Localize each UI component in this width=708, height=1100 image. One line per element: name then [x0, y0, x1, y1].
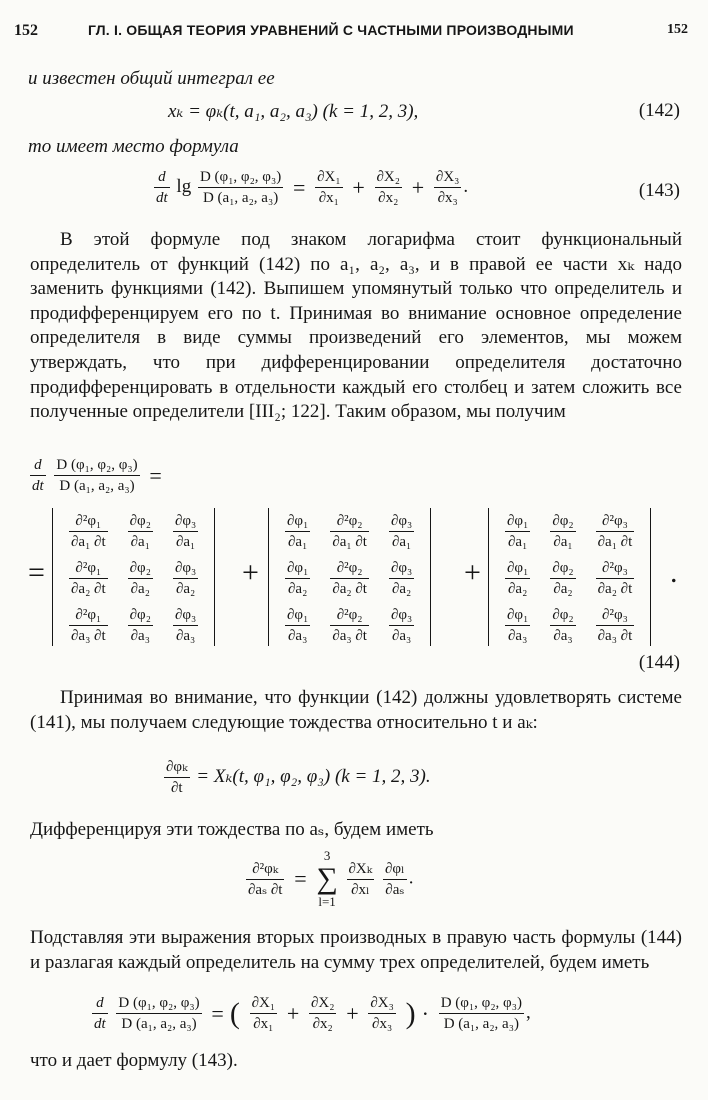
determinant-cell: $\frac{\text{∂φ₂}}{\text{∂a₃}}$ [552, 607, 574, 644]
determinant-cell: $\frac{\text{∂φ₁}}{\text{∂a₁}}$ [507, 513, 529, 550]
determinant-cell: $\frac{\text{∂²φ₂}}{\text{∂a₃ ∂t}}$ [332, 607, 367, 644]
running-title: ГЛ. I. ОБЩАЯ ТЕОРИЯ УРАВНЕНИЙ С ЧАСТНЫМИ ПРОИЗВОДНЫМИ [88, 22, 574, 38]
determinant-cell: $\frac{\text{∂φ₃}}{\text{∂a₂}}$ [174, 560, 197, 597]
intro-line: и известен общий интеграл ее [28, 68, 275, 89]
formula-intro: то имеет место формула [28, 136, 239, 157]
determinant-cell: $\frac{\text{∂φ₁}}{\text{∂a₃}}$ [507, 607, 529, 644]
equation-number-142: (142) [638, 100, 680, 121]
determinant-cell: $\frac{\text{∂²φ₃}}{\text{∂a₂ ∂t}}$ [597, 560, 633, 597]
determinant-cell: $\frac{\text{∂φ₁}}{\text{∂a₂}}$ [287, 560, 309, 597]
page-number: 152 [14, 22, 38, 39]
determinant-cell: $\frac{\text{∂²φ₂}}{\text{∂a₁ ∂t}}$ [332, 513, 367, 550]
equation-number-143: (143) [638, 180, 680, 201]
identity-equation: $\frac{\text{∂φₖ}}{\partial t}$ = Xₖ(t, φ₁, φ₂, φ₃) (k = 1, 2, 3). [166, 759, 431, 796]
determinant-cell: $\frac{\text{∂φ₃}}{\text{∂a₁}}$ [390, 513, 413, 550]
determinant-cell: $\frac{\text{∂φ₃}}{\text{∂a₃}}$ [174, 607, 197, 644]
determinant-cell: $\frac{\text{∂φ₂}}{\text{∂a₂}}$ [129, 560, 151, 597]
final-equation: $\frac{d}{dt}$ $\frac{\text{D (φ₁, φ₂, φ₃)}}{\text{D (a₁, a₂, a₃)}}$ = ( $\frac{\text{∂X₁}}{\text{∂x₁}}$ + $\frac{\text{∂X₂}}{\text{∂x₂}}$ + $\frac{\text{∂X₃}}{\text{∂x₃}}$ ) · $\frac{\text{D (φ₁, φ₂, φ₃)}}{\text{D (a₁, a₂, a₃)}}$ , [94, 995, 531, 1032]
second-derivative-equation: $\frac{\text{∂²φₖ}}{\text{∂aₛ ∂t}}$ = 3 ∑ l=1 $\frac{\text{∂Xₖ}}{\text{∂xₗ}}$ $\frac{\text{∂φₗ}}{\text{∂aₛ}}$ . [248, 848, 414, 909]
determinant-cell: $\frac{\text{∂φ₁}}{\text{∂a₁}}$ [287, 513, 309, 550]
determinant-cell: $\frac{\text{∂φ₃}}{\text{∂a₃}}$ [390, 607, 413, 644]
determinant-cell: $\frac{\text{∂φ₂}}{\text{∂a₂}}$ [552, 560, 574, 597]
final-line: что и дает формулу (143). [30, 1050, 238, 1071]
determinant-cell: $\frac{\text{∂²φ₁}}{\text{∂a₁ ∂t}}$ [71, 513, 106, 550]
paragraph-1: В этой формуле под знаком логарифма стоит функциональный определитель от функций (142) по a₁, a₂, a₃, и в правой ее части xₖ надо заменить функциями (142). Выпишем упомянутый только что определитель и продифференцируем его по t. Принимая во внимание основное определение определителя в виде суммы произведений его элементов, мы можем утверждать, что при дифференцировании определителя достаточно продифференцировать в отдельности каждый его столбец и затем сложить все полученные определители [III₂; 122]. Таким образом, мы получим [30, 229, 682, 423]
determinant-cell: $\frac{\text{∂φ₃}}{\text{∂a₁}}$ [174, 513, 197, 550]
equation-142: xₖ = φₖ(t, a₁, a₂, a₃) (k = 1, 2, 3), [168, 101, 419, 122]
determinant-cell: $\frac{\text{∂²φ₁}}{\text{∂a₃ ∂t}}$ [71, 607, 106, 644]
equation-144-lhs: $\frac{d}{dt}$ $\frac{\text{D (φ₁, φ₂, φ₃)}}{\text{D (a₁, a₂, a₃)}}$ = [32, 457, 162, 494]
equation-143: $\frac{d}{dt}$ lg $\frac{\text{D (φ₁, φ₂, φ₃)}}{\text{D (a₁, a₂, a₃)}}$ = $\frac{\text{∂X₁}}{\text{∂x₁}}$ + $\frac{\text{∂X₂}}{\text{∂x₂}}$ + $\frac{\text{∂X₃}}{\text{∂x₃}}$ . [156, 169, 469, 206]
paragraph-4: Подставляя эти выражения вторых производных в правую часть формулы (144) и разлагая каждый определитель на сумму трех определителей, будем иметь [30, 927, 682, 973]
determinant-cell: $\frac{\text{∂φ₂}}{\text{∂a₃}}$ [129, 607, 151, 644]
determinant-cell: $\frac{\text{∂²φ₁}}{\text{∂a₂ ∂t}}$ [71, 560, 106, 597]
equals-sign: = [28, 556, 45, 589]
equation-number-144: (144) [638, 652, 680, 673]
paragraph-3: Дифференцируя эти тождества по aₛ, будем иметь [30, 819, 434, 840]
plus-sign-2: + [464, 556, 481, 589]
determinant-cell: $\frac{\text{∂φ₂}}{\text{∂a₁}}$ [129, 513, 151, 550]
determinant-cell: $\frac{\text{∂²φ₃}}{\text{∂a₃ ∂t}}$ [597, 607, 633, 644]
period: . [670, 556, 678, 589]
page-number-right: 152 [667, 22, 688, 37]
page-header [14, 22, 696, 46]
determinant-1 [52, 508, 215, 646]
plus-sign-1: + [242, 556, 259, 589]
determinant-cell: $\frac{\text{∂φ₂}}{\text{∂a₁}}$ [552, 513, 574, 550]
determinant-cell: $\frac{\text{∂φ₁}}{\text{∂a₃}}$ [287, 607, 309, 644]
paragraph-2: Принимая во внимание, что функции (142) должны удовлетворять системе (141), мы получаем следующие тождества относительно t и aₖ: [30, 687, 682, 733]
determinant-cell: $\frac{\text{∂²φ₂}}{\text{∂a₂ ∂t}}$ [332, 560, 367, 597]
determinant-cell: $\frac{\text{∂²φ₃}}{\text{∂a₁ ∂t}}$ [597, 513, 633, 550]
determinant-cell: $\frac{\text{∂φ₁}}{\text{∂a₂}}$ [507, 560, 529, 597]
determinant-cell: $\frac{\text{∂φ₃}}{\text{∂a₂}}$ [390, 560, 413, 597]
determinant-2 [268, 508, 431, 646]
determinant-3 [488, 508, 651, 646]
